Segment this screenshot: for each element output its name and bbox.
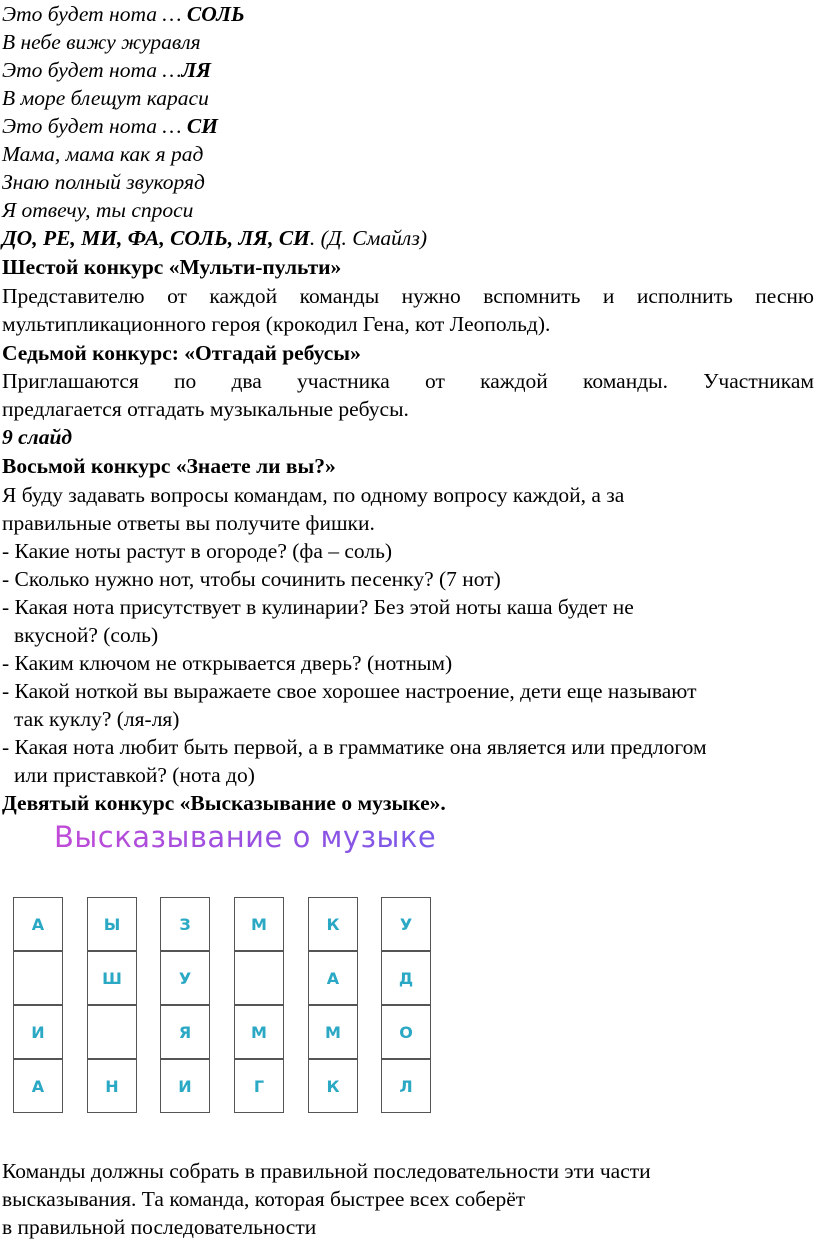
- question-6-cont: или приставкой? (нота до): [14, 763, 255, 787]
- poem-line-7: Знаю полный звукоряд: [2, 170, 205, 194]
- question-4: - Каким ключом не открывается дверь? (нотным): [2, 651, 453, 675]
- slide-label: 9 слайд: [2, 425, 73, 449]
- question-5-cont: так куклу? (ля-ля): [14, 707, 180, 731]
- puzzle-cell: М: [308, 1005, 358, 1059]
- puzzle-cell: М: [234, 897, 284, 951]
- poem-text: Это будет нота …: [2, 2, 187, 26]
- puzzle-cell: Г: [234, 1059, 284, 1113]
- puzzle-cell: [13, 951, 63, 1005]
- contest7-line-1: Приглашаются по два участника от каждой команды. Участникам: [2, 369, 814, 393]
- contest8-intro-1: Я буду задавать вопросы командам, по одному вопросу каждой, а за: [2, 483, 625, 507]
- puzzle-cell: А: [13, 1059, 63, 1113]
- puzzle-cell: Л: [381, 1059, 431, 1113]
- puzzle-cell: И: [13, 1005, 63, 1059]
- puzzle-cell: У: [160, 951, 210, 1005]
- puzzle-cell: Ы: [87, 897, 137, 951]
- puzzle-cell: [87, 1005, 137, 1059]
- question-2: - Сколько нужно нот, чтобы сочинить песенку? (7 нот): [2, 567, 501, 591]
- puzzle-cell: О: [381, 1005, 431, 1059]
- poem-line-6: Мама, мама как я рад: [2, 142, 204, 166]
- contest7-line-2: предлагается отгадать музыкальные ребусы.: [2, 397, 409, 421]
- contest6-line-2: мультипликационного героя (крокодил Гена, кот Леопольд).: [2, 312, 551, 336]
- question-1: - Какие ноты растут в огороде? (фа – соль): [2, 539, 393, 563]
- contest8-heading: Восьмой конкурс «Знаете ли вы?»: [2, 454, 336, 478]
- poem-line-2: В небе вижу журавля: [2, 30, 201, 54]
- contest7-heading: Седьмой конкурс: «Отгадай ребусы»: [2, 341, 361, 365]
- poem-note: СОЛЬ: [186, 2, 245, 26]
- puzzle-cell: А: [308, 951, 358, 1005]
- puzzle-cell: М: [234, 1005, 284, 1059]
- contest8-intro-2: правильные ответы вы получите фишки.: [2, 511, 375, 535]
- poem-line-5: [2, 112, 218, 140]
- poem-line-1: [2, 0, 245, 28]
- poem-line-8: Я отвечу, ты спроси: [2, 198, 194, 222]
- contest9-heading: Девятый конкурс «Высказывание о музыке».: [2, 791, 446, 815]
- question-3-cont: вкусной? (соль): [14, 623, 159, 647]
- poem-author: . (Д. Смайлз): [309, 226, 428, 250]
- puzzle-cell: [234, 951, 284, 1005]
- puzzle-cell: А: [13, 897, 63, 951]
- puzzle-cell: У: [381, 897, 431, 951]
- puzzle-cell: Ш: [87, 951, 137, 1005]
- puzzle-cell: Н: [87, 1059, 137, 1113]
- puzzle-cell: К: [308, 897, 358, 951]
- closing-line-2: высказывания. Та команда, которая быстрее всех соберёт: [2, 1187, 526, 1211]
- puzzle-cell: Д: [381, 951, 431, 1005]
- question-5: - Какой ноткой вы выражаете свое хорошее настроение, дети еще называют: [2, 679, 697, 703]
- question-6: - Какая нота любит быть первой, а в грамматике она является или предлогом: [2, 735, 707, 759]
- poem-line-3: [2, 56, 211, 84]
- contest6-heading: Шестой конкурс «Мульти-пульти»: [2, 255, 342, 279]
- poem-note: СИ: [186, 114, 218, 138]
- figure-title: Высказывание о музыке: [54, 820, 437, 854]
- contest6-line-1: Представителю от каждой команды нужно вспомнить и исполнить песню: [2, 284, 814, 308]
- closing-line-1: Команды должны собрать в правильной последовательности эти части: [2, 1159, 651, 1183]
- poem-note: ЛЯ: [181, 58, 212, 82]
- poem-line-9: [2, 224, 427, 252]
- poem-line-4: В море блещут караси: [2, 86, 209, 110]
- puzzle-cell: Я: [160, 1005, 210, 1059]
- question-3: - Какая нота присутствует в кулинарии? Без этой ноты каша будет не: [2, 595, 634, 619]
- poem-text: Это будет нота …: [2, 58, 182, 82]
- puzzle-cell: З: [160, 897, 210, 951]
- closing-line-3: в правильной последовательности: [2, 1215, 317, 1239]
- poem-text: Это будет нота …: [2, 114, 187, 138]
- puzzle-cell: К: [308, 1059, 358, 1113]
- poem-notes-scale: ДО, РЕ, МИ, ФА, СОЛЬ, ЛЯ, СИ: [2, 226, 310, 250]
- puzzle-cell: И: [160, 1059, 210, 1113]
